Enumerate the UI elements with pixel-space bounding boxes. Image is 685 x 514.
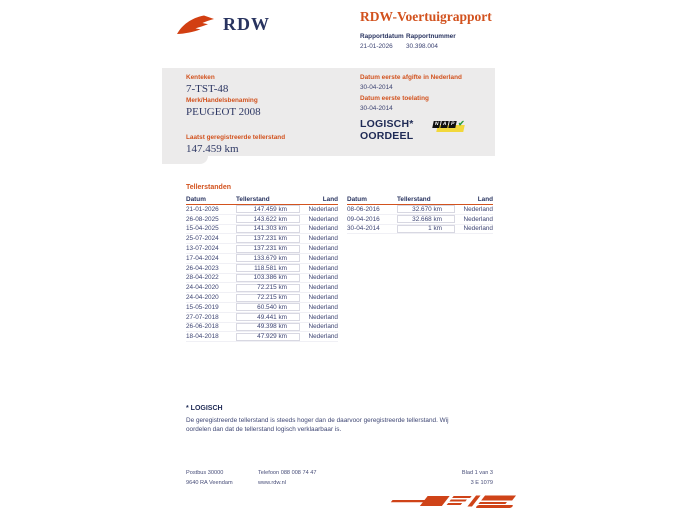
footnote-text: De geregistreerde tellerstand is steeds hoger dan de daarvoor geregistreerde tellerstand. Wij oordelen dan dat de tellerstand logisch verklaarbaar is. [186,417,449,433]
tellerstanden-table-left [186,195,338,342]
cell-land: Nederland [308,264,338,272]
table-row [186,234,338,244]
tellerstanden-section [186,184,493,341]
report-meta [360,33,492,50]
oordeel-line1: LOGISCH* [360,118,414,130]
page-footer [186,468,493,488]
cell-tellerstand: 133.679 km [236,254,300,262]
cell-tellerstand: 147.459 km [236,205,300,213]
nap-check-icon: ✔ [458,119,465,128]
tellerstand-block [186,134,285,155]
afgifte-block [360,74,462,91]
table-row [347,225,493,235]
cell-tellerstand: 103.386 km [236,274,300,282]
cell-datum: 24-04-2020 [186,294,219,302]
toelating-label: Datum eerste toelating [360,95,429,102]
footer-website-link[interactable]: www.rdw.nl [258,480,286,486]
footer-address-line1: Postbus 30000 [186,470,224,476]
table-row [186,323,338,333]
cell-land: Nederland [308,215,338,223]
cell-datum: 18-04-2018 [186,333,219,341]
cell-datum: 27-07-2018 [186,313,219,321]
cell-datum: 26-08-2025 [186,215,219,223]
vehicle-summary-panel [162,68,495,156]
cell-land: Nederland [308,235,338,243]
rdw-logo [176,12,270,36]
report-title: RDW-Voertuigrapport [360,9,492,24]
cell-datum: 15-05-2019 [186,303,219,311]
logisch-footnote [186,405,466,434]
table-row [347,205,493,215]
cell-datum: 17-04-2024 [186,254,219,262]
tellerstand-value: 147.459 km [186,143,239,155]
cell-tellerstand: 49.441 km [236,313,300,321]
kenteken-value: 7-TST-48 [186,83,229,95]
footer-address-line2: 9640 RA Veendam [186,480,233,486]
rdw-wing-icon [176,12,216,36]
table-row [186,313,338,323]
nap-letter-a: A [442,121,448,127]
table-row [186,205,338,215]
table-row [186,215,338,225]
toelating-value: 30-04-2014 [360,105,393,112]
table-row [186,225,338,235]
cell-land: Nederland [308,313,338,321]
cell-tellerstand: 141.303 km [236,225,300,233]
table-row [186,264,338,274]
cell-land: Nederland [308,303,338,311]
table-row [186,303,338,313]
footnote-title: * LOGISCH [186,405,223,412]
table-row [186,274,338,284]
table-row [186,293,338,303]
header-tellerstand: Tellerstand [397,196,431,203]
cell-datum: 15-04-2025 [186,225,219,233]
cell-tellerstand: 118.581 km [236,264,300,272]
cell-tellerstand: 1 km [397,225,455,233]
header-datum: Datum [186,196,206,203]
report-number-label: Rapportnummer [406,33,456,40]
report-date-block [360,33,406,50]
cell-datum: 09-04-2016 [347,215,380,223]
cell-land: Nederland [308,323,338,331]
report-header [360,9,492,50]
cell-land: Nederland [308,245,338,253]
header-tellerstand: Tellerstand [236,196,270,203]
cell-land: Nederland [308,225,338,233]
cell-datum: 24-04-2020 [186,284,219,292]
cell-tellerstand: 137.231 km [236,245,300,253]
footer-address [186,468,258,488]
cell-datum: 25-07-2024 [186,235,219,243]
table-body-right [347,205,493,234]
cell-tellerstand: 49.398 km [236,323,300,331]
afgifte-label: Datum eerste afgifte in Nederland [360,74,462,81]
cell-datum: 26-04-2023 [186,264,219,272]
cell-land: Nederland [308,294,338,302]
cell-datum: 08-06-2016 [347,205,380,213]
table-header-row [186,195,338,205]
cell-land: Nederland [308,274,338,282]
table-row [347,215,493,225]
cell-land: Nederland [308,284,338,292]
table-row [186,244,338,254]
footer-form-code: 3 E 1079 [470,480,493,486]
table-row [186,332,338,342]
toelating-block [360,95,429,112]
header-land: Land [477,196,493,203]
brand-wordmark: RDW [223,13,270,34]
kenteken-block [186,74,228,95]
cell-land: Nederland [463,215,493,223]
cell-land: Nederland [308,333,338,341]
cell-datum: 30-04-2014 [347,225,380,233]
cell-datum: 28-04-2022 [186,274,219,282]
cell-tellerstand: 137.231 km [236,235,300,243]
table-row [186,283,338,293]
cell-datum: 13-07-2024 [186,245,219,253]
report-date-label: Rapportdatum [360,33,404,40]
afgifte-value: 30-04-2014 [360,84,393,91]
cell-tellerstand: 60.540 km [236,303,300,311]
header-land: Land [322,196,338,203]
table-header-row [347,195,493,205]
cell-tellerstand: 72.215 km [236,294,300,302]
rdw-stripes-icon [368,493,530,512]
nap-logo [433,121,469,134]
merk-block [186,97,261,118]
footer-phone: Telefoon 088 008 74 47 [258,470,317,476]
report-number-block [406,33,456,50]
cell-datum: 21-01-2026 [186,205,219,213]
cell-land: Nederland [308,254,338,262]
cell-tellerstand: 143.622 km [236,215,300,223]
header-datum: Datum [347,196,367,203]
merk-value: PEUGEOT 2008 [186,106,261,118]
cell-land: Nederland [308,205,338,213]
footer-page-label: Blad 1 van 3 [461,470,493,476]
table-body-left [186,205,338,342]
oordeel-line2: OORDEEL [360,130,414,142]
tellerstanden-title: Tellerstanden [186,184,231,191]
table-row [186,254,338,264]
report-date-value: 21-01-2026 [360,43,393,50]
oordeel-heading [360,118,414,142]
merk-label: Merk/Handelsbenaming [186,97,258,104]
tellerstand-label: Laatst geregistreerde tellerstand [186,134,286,141]
cell-datum: 26-06-2018 [186,323,219,331]
tellerstanden-table-right [347,195,493,234]
cell-land: Nederland [463,225,493,233]
cell-land: Nederland [463,205,493,213]
cell-tellerstand: 72.215 km [236,284,300,292]
footer-page-info [462,468,493,488]
footer-contact [258,468,462,488]
report-number-value: 30.398.004 [406,43,438,50]
cell-tellerstand: 32.670 km [397,205,455,213]
nap-letter-n: N [434,121,440,127]
cell-tellerstand: 47.929 km [236,333,300,341]
cell-tellerstand: 32.668 km [397,215,455,223]
kenteken-label: Kenteken [186,74,215,81]
nap-letter-p: P [448,121,456,128]
